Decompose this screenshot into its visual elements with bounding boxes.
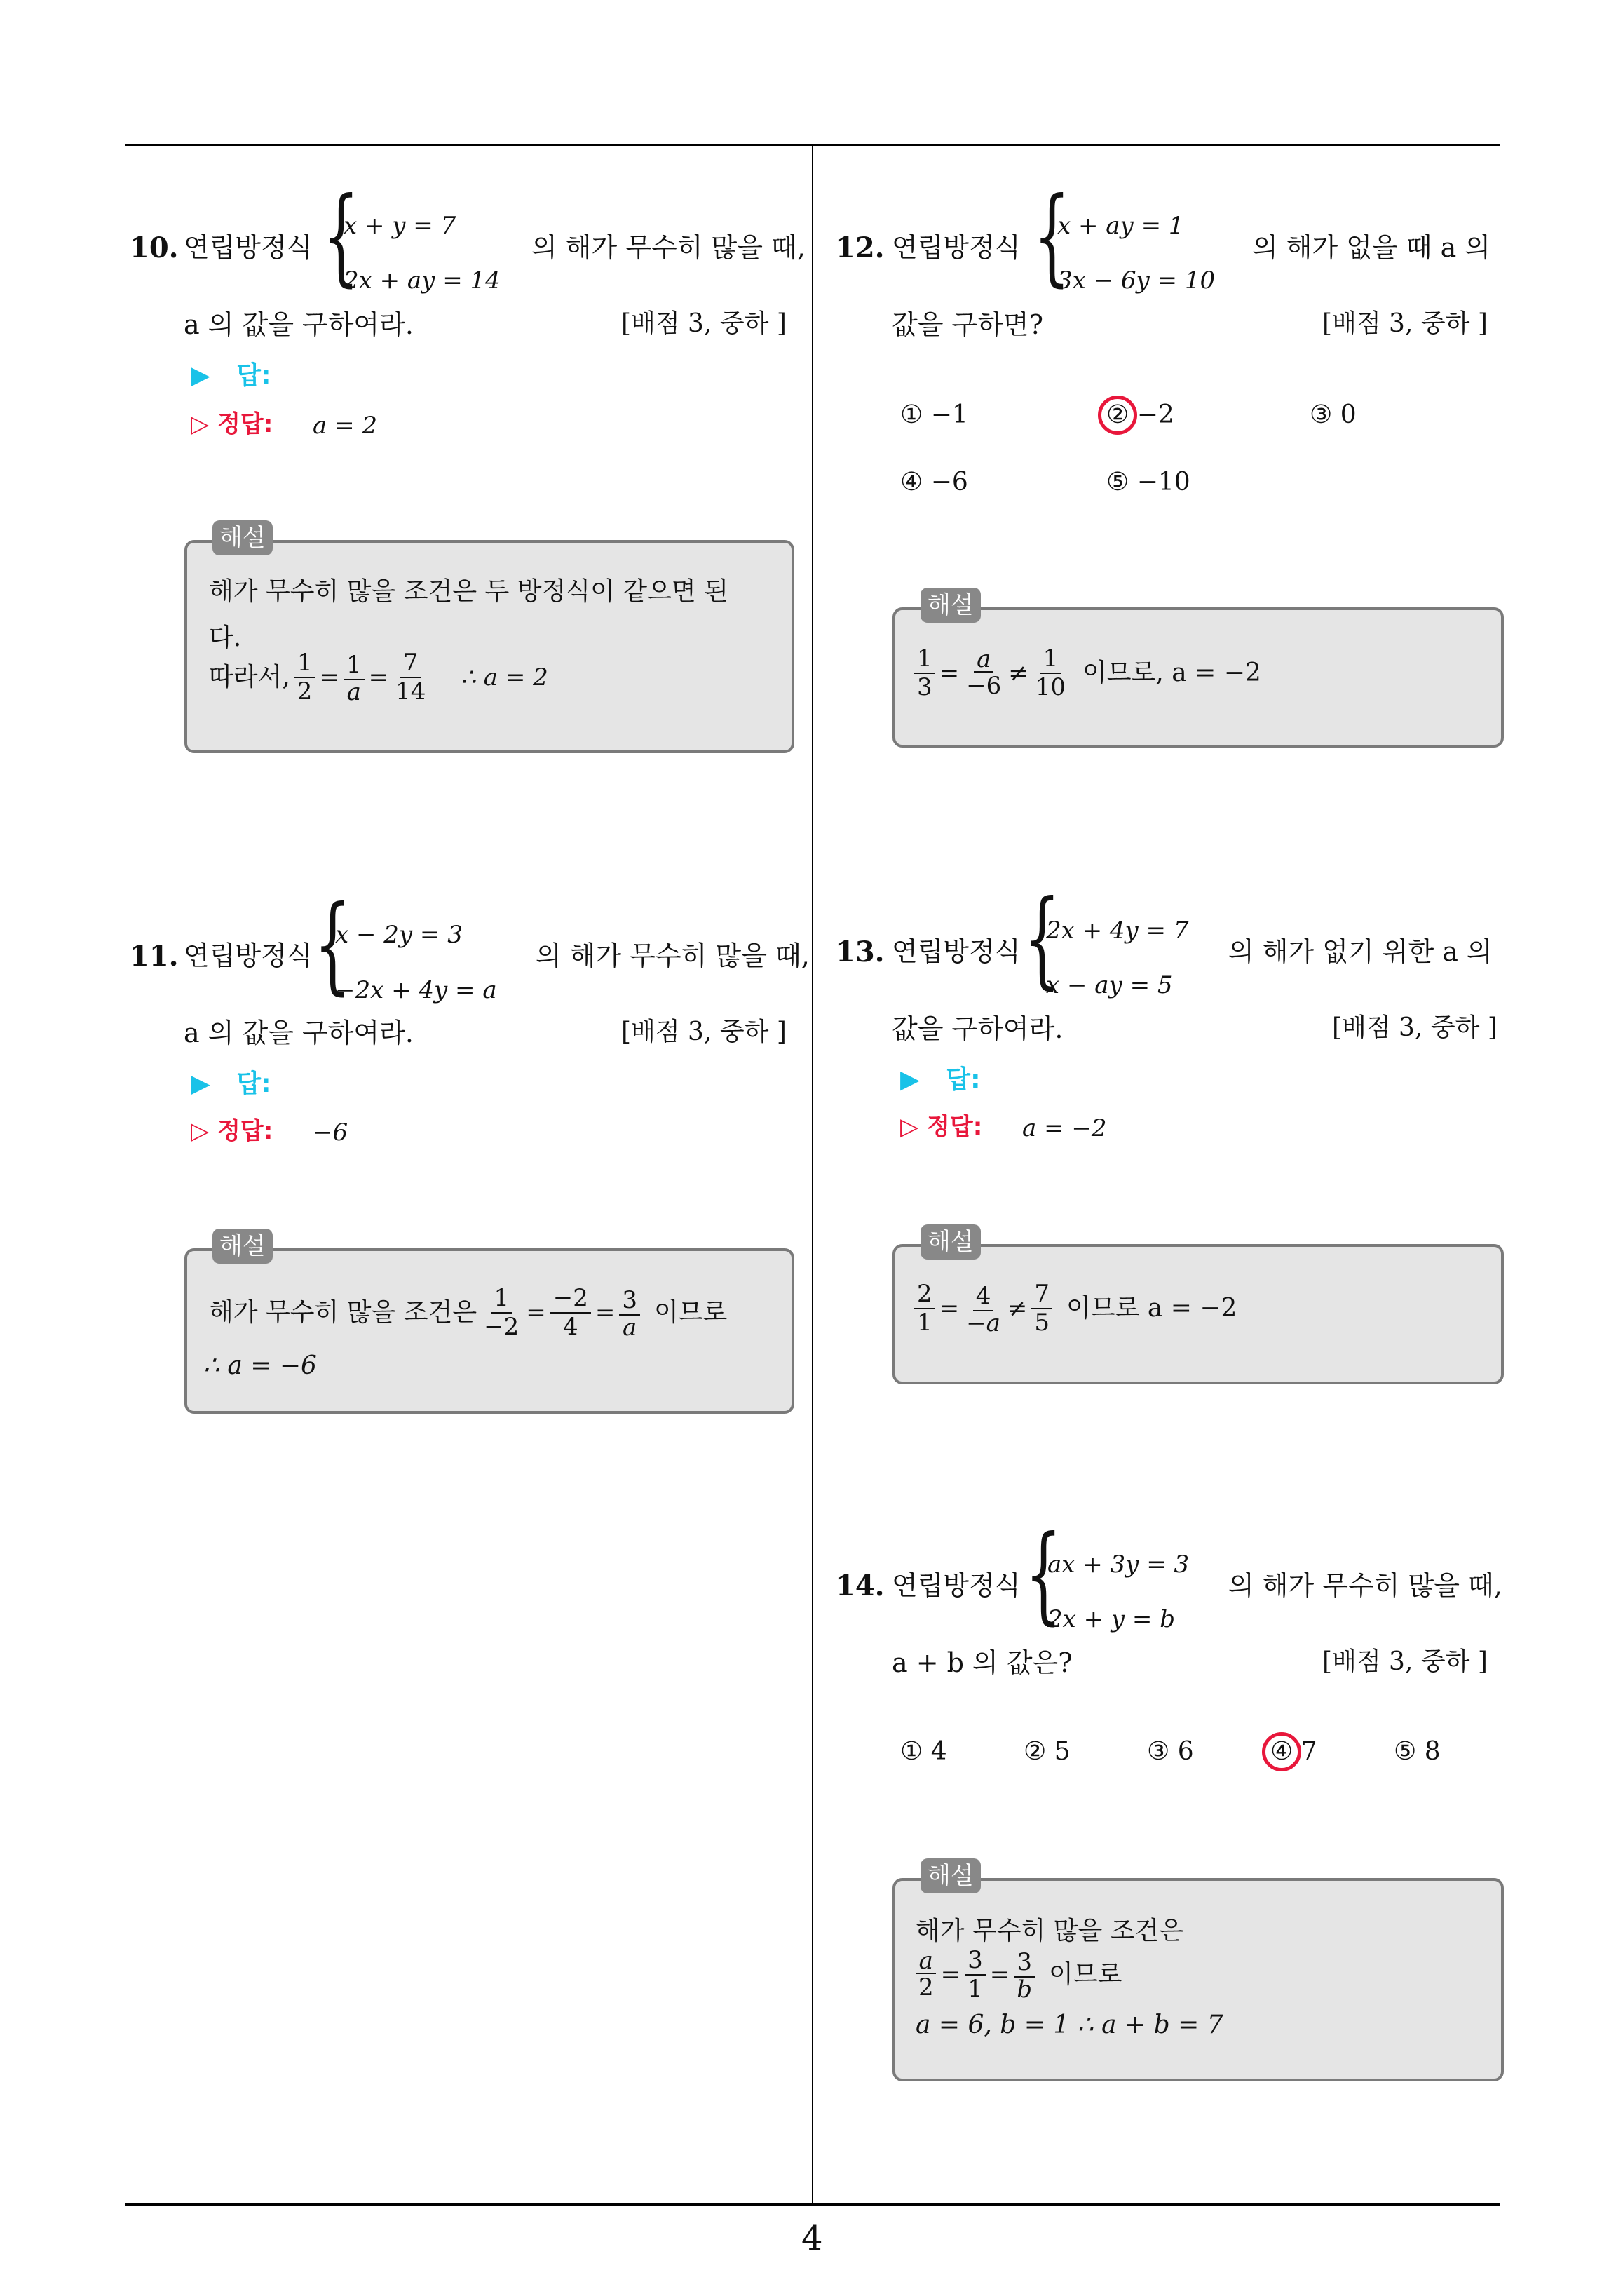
question-label: 연립방정식 xyxy=(892,232,1021,263)
fraction: $\frac{1}{-2}$ xyxy=(484,1284,520,1342)
correct-answer-value: −6 xyxy=(313,1119,348,1147)
explanation-line-1: $\frac{2}{1}$ = $\frac{4}{-a}$ ≠ $\frac{7}{5}$ 이므로 a = −2 xyxy=(910,1281,1237,1337)
correct-answer-label: ▷ 정답: xyxy=(191,1117,273,1145)
question-number: 13. xyxy=(836,936,885,968)
question-label: 연립방정식 xyxy=(892,936,1021,967)
system-brace: { xyxy=(1033,175,1071,297)
fraction: $\frac{4}{-a}$ xyxy=(966,1281,1000,1337)
triangle-outline-icon: ▷ xyxy=(191,410,210,438)
explanation-conclusion: ∴ a = 2 xyxy=(461,663,548,692)
explanation-prefix: 따라서, xyxy=(209,663,290,692)
fraction: $\frac{3}{1}$ xyxy=(965,1947,986,2003)
equation-1: ax + 3y = 3 xyxy=(1047,1551,1190,1579)
score-label: [배점 3, 중하 ] xyxy=(621,1018,787,1046)
explanation-line-1: 해가 무수히 많을 조건은 두 방정식이 같으면 된 xyxy=(209,577,728,606)
explanation-line-1: 해가 무수히 많을 조건은 xyxy=(916,1917,1184,1945)
triangle-outline-icon: ▷ xyxy=(191,1117,210,1145)
column-divider xyxy=(812,144,813,2206)
option-5[interactable]: ⑤ 8 xyxy=(1394,1737,1441,1766)
question-label: 연립방정식 xyxy=(184,232,313,263)
equation-1: 2x + 4y = 7 xyxy=(1046,917,1189,945)
equation-2: 3x − 6y = 10 xyxy=(1057,266,1216,295)
explanation-suffix: 이므로 xyxy=(653,1298,728,1328)
equation-1: x − 2y = 3 xyxy=(335,921,463,949)
play-icon: ▶ xyxy=(191,361,210,390)
fraction: $\frac{2}{1}$ xyxy=(914,1281,935,1337)
correct-answer-label: ▷ 정답: xyxy=(191,410,273,438)
explanation-line-3: a = 6, b = 1 ∴ a + b = 7 xyxy=(916,2011,1223,2039)
equation-1: x + ay = 1 xyxy=(1057,212,1184,240)
option-2[interactable]: ② −2 xyxy=(1106,400,1174,429)
fraction: $\frac{1}{10}$ xyxy=(1035,644,1066,702)
option-5[interactable]: ⑤ −10 xyxy=(1106,468,1190,497)
explanation-line-2: $\frac{a}{2}$ = $\frac{3}{1}$ = $\frac{3}{b}$ 이므로 xyxy=(911,1947,1122,2003)
option-1[interactable]: ① −1 xyxy=(900,400,968,429)
option-4[interactable]: ④ −6 xyxy=(900,468,968,497)
selected-answer-circle xyxy=(1098,396,1137,435)
fraction: $\frac{1}{a}$ xyxy=(344,651,365,704)
question-text-line2: 값을 구하여라. xyxy=(892,1013,1064,1044)
score-label: [배점 3, 중하 ] xyxy=(621,309,787,338)
explanation-tag: 해설 xyxy=(921,1858,981,1893)
fraction: $\frac{3}{b}$ xyxy=(1014,1949,1035,2001)
explanation-suffix: 이므로 a = −2 xyxy=(1066,1294,1237,1323)
question-number: 10. xyxy=(130,231,179,264)
answer-label: ▶ 답: xyxy=(191,361,271,390)
fraction: $\frac{a}{-6}$ xyxy=(966,644,1002,700)
triangle-outline-icon: ▷ xyxy=(900,1113,919,1141)
fraction: $\frac{a}{2}$ xyxy=(916,1949,937,2001)
question-text-line2: a 의 값을 구하여라. xyxy=(184,1018,414,1048)
equation-1: x + y = 7 xyxy=(344,212,456,240)
explanation-suffix: 이므로, a = −2 xyxy=(1082,659,1261,688)
equation-2: 2x + ay = 14 xyxy=(344,266,501,295)
question-number: 11. xyxy=(130,940,179,973)
question-text-line2: a 의 값을 구하여라. xyxy=(184,309,414,340)
system-brace: { xyxy=(1024,878,1061,1000)
fraction: $\frac{3}{a}$ xyxy=(619,1287,640,1339)
question-text: 의 해가 없기 위한 a 의 xyxy=(1228,936,1493,967)
explanation-tag: 해설 xyxy=(212,1229,273,1264)
fraction: $\frac{1}{2}$ xyxy=(294,649,315,705)
system-brace: { xyxy=(314,884,351,1006)
fraction: $\frac{-2}{4}$ xyxy=(550,1285,591,1341)
option-1[interactable]: ① 4 xyxy=(900,1737,947,1766)
option-2[interactable]: ② 5 xyxy=(1024,1737,1071,1766)
question-text-line2: 값을 구하면? xyxy=(892,309,1043,340)
option-4[interactable]: ④ 7 xyxy=(1270,1737,1317,1766)
correct-answer-value: a = 2 xyxy=(313,412,378,440)
explanation-tag: 해설 xyxy=(921,1224,981,1260)
answer-label: ▶ 답: xyxy=(900,1065,981,1094)
equation-2: x − ay = 5 xyxy=(1046,971,1173,999)
question-label: 연립방정식 xyxy=(184,940,313,971)
score-label: [배점 3, 중하 ] xyxy=(1332,1013,1498,1042)
question-label: 연립방정식 xyxy=(892,1570,1021,1601)
play-icon: ▶ xyxy=(191,1069,210,1098)
explanation-suffix: 이므로 xyxy=(1049,1960,1122,1990)
question-text-line2: a + b 의 값은? xyxy=(892,1647,1073,1678)
fraction: $\frac{7}{14}$ xyxy=(395,649,426,706)
explanation-line-2: 다. xyxy=(209,623,242,652)
explanation-line-2: ∴ a = −6 xyxy=(203,1351,317,1380)
explanation-line-1: 해가 무수히 많을 조건은 $\frac{1}{-2}$ = $\frac{-2}{4}$ = $\frac{3}{a}$ 이므로 xyxy=(209,1284,728,1342)
fraction: $\frac{1}{3}$ xyxy=(914,645,935,701)
score-label: [배점 3, 중하 ] xyxy=(1322,309,1488,338)
question-text: 의 해가 무수히 많을 때, xyxy=(1228,1570,1502,1601)
explanation-line-1: $\frac{1}{3}$ = $\frac{a}{-6}$ ≠ $\frac{1}{10}$ 이므로, a = −2 xyxy=(910,645,1261,701)
question-number: 14. xyxy=(836,1569,885,1602)
system-brace: { xyxy=(1025,1513,1062,1635)
explanation-tag: 해설 xyxy=(921,588,981,623)
play-icon: ▶ xyxy=(900,1065,920,1094)
system-brace: { xyxy=(322,175,360,297)
explanation-line-3: 따라서, $\frac{1}{2}$ = $\frac{1}{a}$ = $\frac{7}{14}$ ∴ a = 2 xyxy=(209,649,548,706)
question-text: 의 해가 무수히 많을 때, xyxy=(536,940,810,971)
page-number: 4 xyxy=(801,2219,823,2258)
answer-label: ▶ 답: xyxy=(191,1069,271,1098)
equation-2: −2x + 4y = a xyxy=(335,976,497,1004)
explanation-box xyxy=(184,540,794,753)
option-3[interactable]: ③ 0 xyxy=(1310,400,1357,429)
correct-answer-value: a = −2 xyxy=(1022,1114,1107,1142)
correct-answer-label: ▷ 정답: xyxy=(900,1113,983,1141)
selected-answer-circle xyxy=(1262,1732,1301,1771)
explanation-prefix: 해가 무수히 많을 조건은 xyxy=(209,1298,477,1328)
explanation-tag: 해설 xyxy=(212,520,273,555)
bottom-rule xyxy=(125,2203,1500,2206)
equation-2: 2x + y = b xyxy=(1047,1605,1175,1633)
fraction: $\frac{7}{5}$ xyxy=(1031,1281,1052,1337)
question-number: 12. xyxy=(836,231,885,264)
option-3[interactable]: ③ 6 xyxy=(1147,1737,1194,1766)
score-label: [배점 3, 중하 ] xyxy=(1322,1647,1488,1676)
question-text: 의 해가 없을 때 a 의 xyxy=(1252,232,1491,263)
question-text: 의 해가 무수히 많을 때, xyxy=(531,232,806,263)
